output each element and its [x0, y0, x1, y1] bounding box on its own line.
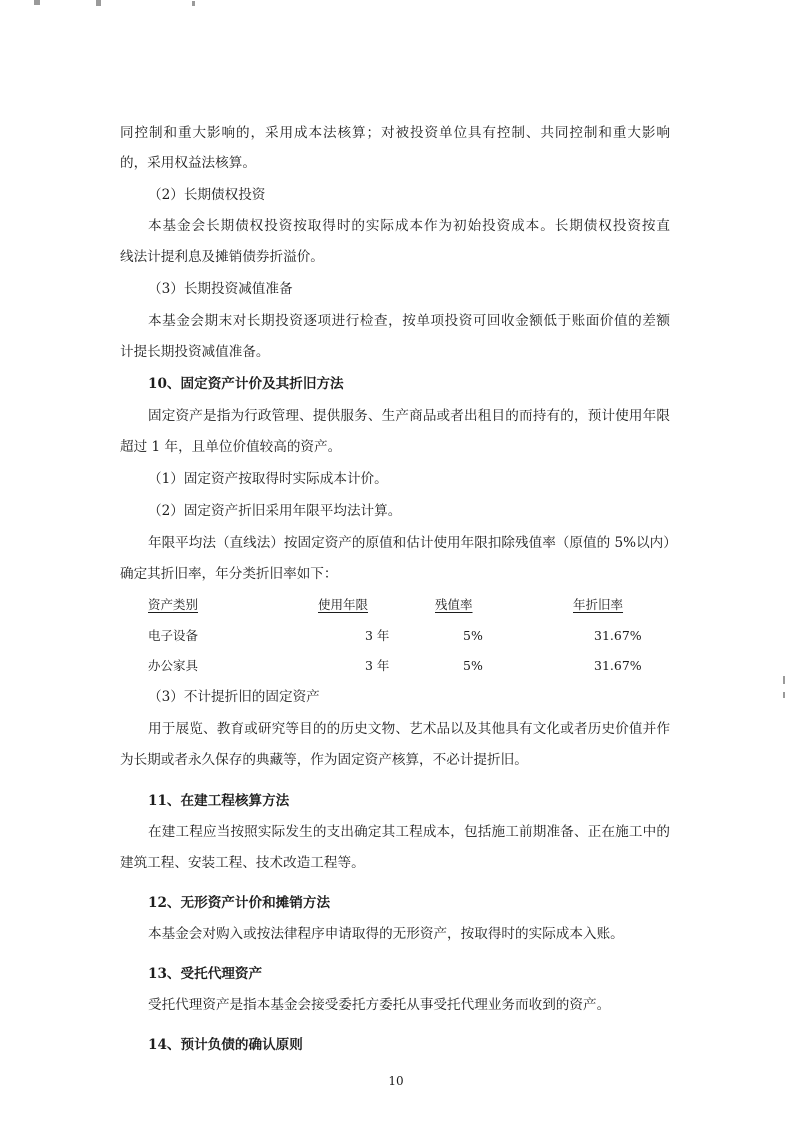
paragraph-line: 在建工程应当按照实际发生的支出确定其工程成本，包括施工前期准备、正在施工中的: [148, 824, 670, 840]
paragraph-line: 确定其折旧率，年分类折旧率如下：: [120, 566, 338, 582]
paragraph-line: 建筑工程、安装工程、技术改造工程等。: [120, 855, 365, 871]
table-cell: 31.67%: [594, 658, 642, 673]
section-heading: 12、无形资产计价和摊销方法: [148, 895, 331, 911]
subsection-heading: （3）不计提折旧的固定资产: [148, 689, 320, 705]
paragraph-line: 同控制和重大影响的，采用成本法核算；对被投资单位具有控制、共同控制和重大影响: [120, 125, 670, 141]
list-item: （2）固定资产折旧采用年限平均法计算。: [148, 503, 402, 519]
page-number: 10: [388, 1074, 404, 1088]
table-cell: 5%: [463, 658, 483, 673]
scan-mark: [783, 676, 785, 684]
table-header: 使用年限: [318, 597, 369, 612]
table-cell: 31.67%: [594, 628, 642, 643]
section-heading: 14、预计负债的确认原则: [148, 1037, 303, 1053]
paragraph-line: 的，采用权益法核算。: [120, 155, 256, 171]
section-heading: 10、固定资产计价及其折旧方法: [148, 376, 344, 392]
list-item: （1）固定资产按取得时实际成本计价。: [148, 471, 388, 487]
scan-mark: [34, 0, 40, 5]
paragraph-line: 为长期或者永久保存的典藏等，作为固定资产核算，不必计提折旧。: [120, 752, 528, 768]
subsection-heading: （2）长期债权投资: [148, 187, 266, 203]
table-header: 年折旧率: [573, 597, 624, 612]
subsection-heading: （3）长期投资减值准备: [148, 281, 293, 297]
scan-mark: [192, 1, 195, 6]
paragraph-line: 固定资产是指为行政管理、提供服务、生产商品或者出租目的而持有的，预计使用年限: [148, 408, 670, 424]
paragraph-line: 本基金会对购入或按法律程序申请取得的无形资产，按取得时的实际成本入账。: [148, 926, 624, 942]
scan-mark: [783, 692, 785, 698]
paragraph-line: 计提长期投资减值准备。: [120, 344, 270, 360]
table-cell: 3 年: [365, 658, 390, 673]
section-heading: 11、在建工程核算方法: [148, 793, 290, 809]
paragraph-line: 本基金会期末对长期投资逐项进行检查，按单项投资可回收金额低于账面价值的差额: [148, 313, 670, 329]
scan-mark: [96, 0, 101, 6]
paragraph-line: 用于展览、教育或研究等目的的历史文物、艺术品以及其他具有文化或者历史价值并作: [148, 721, 670, 737]
table-cell: 5%: [463, 628, 483, 643]
table-header: 残值率: [435, 597, 473, 612]
section-heading: 13、受托代理资产: [148, 966, 263, 982]
paragraph-line: 本基金会长期债权投资按取得时的实际成本作为初始投资成本。长期债权投资按直: [148, 218, 670, 234]
paragraph-line: 超过 1 年，且单位价值较高的资产。: [120, 439, 342, 455]
table-cell: 电子设备: [148, 628, 199, 643]
table-header: 资产类别: [148, 597, 199, 612]
paragraph-line: 线法计提利息及摊销债券折溢价。: [120, 249, 324, 265]
paragraph-line: 年限平均法（直线法）按固定资产的原值和估计使用年限扣除残值率（原值的 5%以内）: [148, 535, 677, 551]
table-cell: 3 年: [365, 628, 390, 643]
paragraph-line: 受托代理资产是指本基金会接受委托方委托从事受托代理业务而收到的资产。: [148, 997, 611, 1013]
table-cell: 办公家具: [148, 658, 199, 673]
